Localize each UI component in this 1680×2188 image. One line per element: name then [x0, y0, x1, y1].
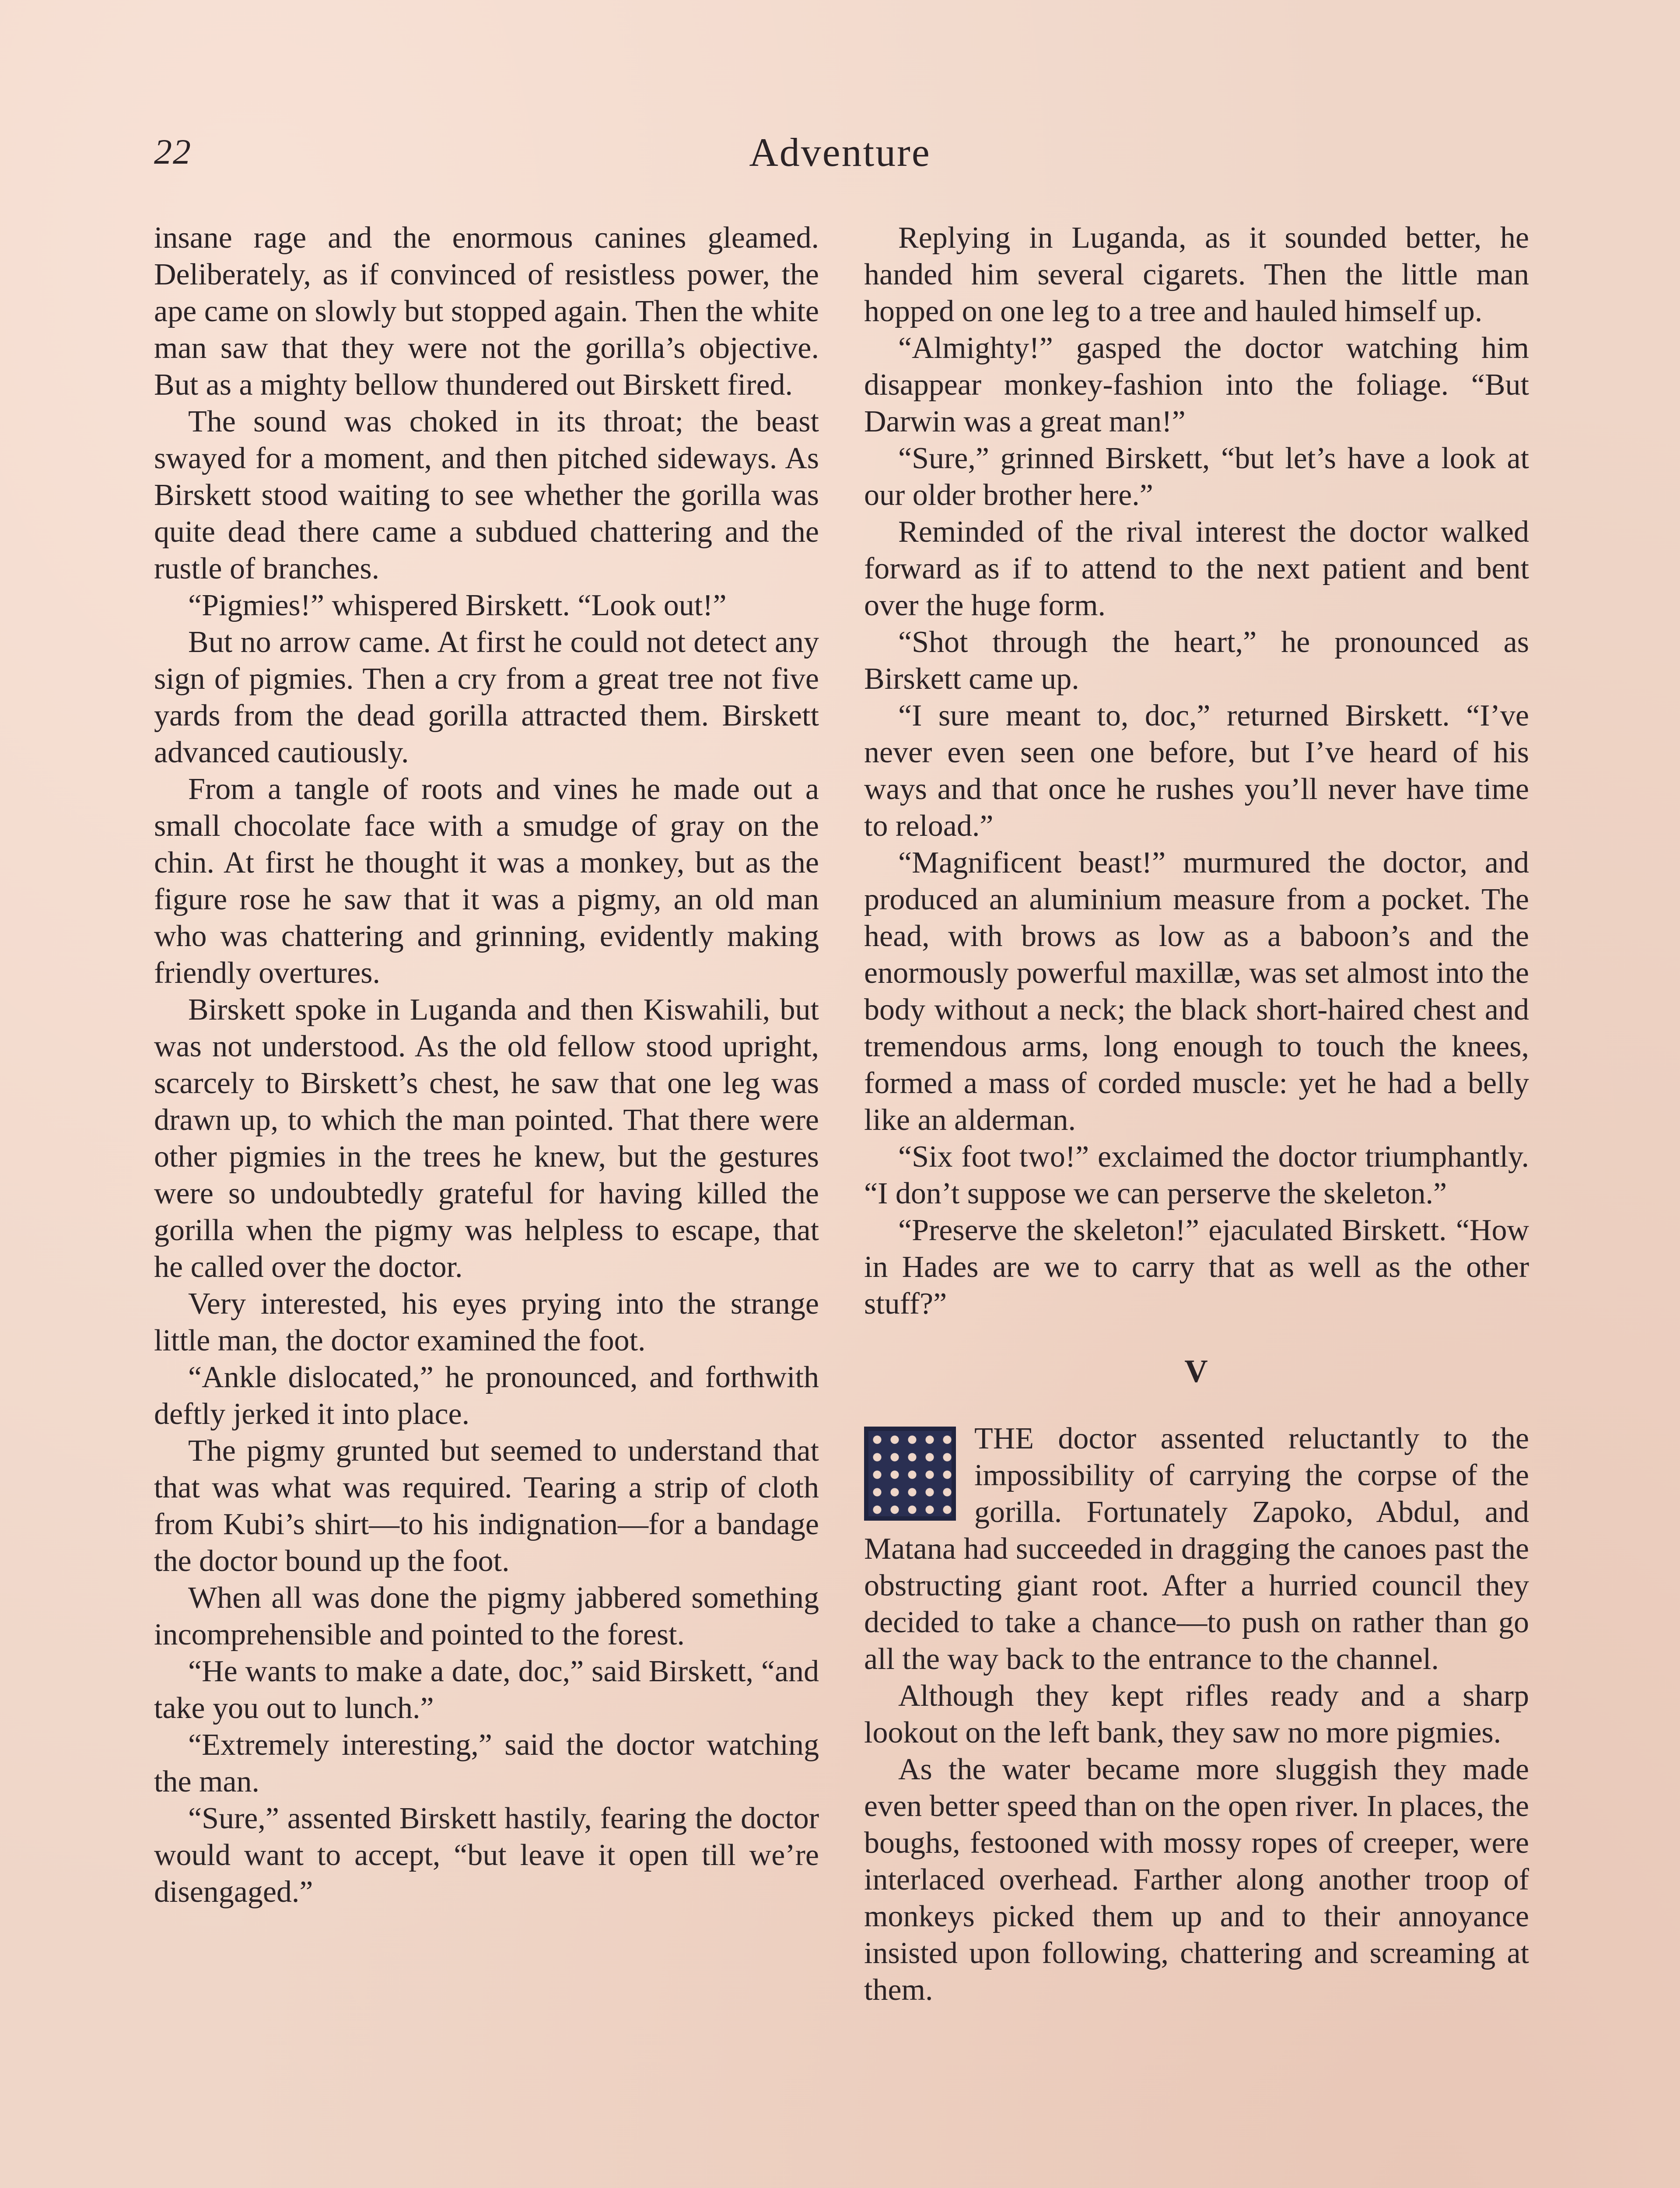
paragraph: Although they kept rifles ready and a sharp lookout on the left bank, they saw no more pigmies. — [864, 1679, 1529, 1750]
paragraph: “Preserve the skeleton!” ejaculated Birskett. “How in Hades are we to carry that as well as the other stuff?” — [864, 1213, 1529, 1321]
paragraph: The sound was choked in its throat; the beast swayed for a moment, and then pitched sideways. As Birskett stood waiting to see whether the gorilla was quite dead there came a subdued chattering and the rustle of branches. — [154, 405, 819, 586]
paragraph: “Almighty!” gasped the doctor watching him disappear monkey-fashion into the foliage. “But Darwin was a great man!” — [864, 331, 1529, 438]
paragraph: “Extremely interesting,” said the doctor watching the man. — [154, 1728, 819, 1799]
paragraph: “Ankle dislocated,” he pronounced, and forthwith deftly jerked it into place. — [154, 1360, 819, 1431]
paragraph: “He wants to make a date, doc,” said Birskett, “and take you out to lunch.” — [154, 1655, 819, 1725]
paragraph: “Pigmies!” whispered Birskett. “Look out!” — [188, 589, 727, 622]
paragraph: insane rage and the enormous canines gleamed. Deliberately, as if convinced of resistless power, the ape came on slowly but stopped again. Then the white man saw that they were not the gorilla’s objective. But as a mighty bellow thundered out Birskett fired. — [154, 221, 819, 402]
page-number: 22 — [154, 132, 192, 172]
paragraph: Very interested, his eyes prying into the strange little man, the doctor examined the foot. — [154, 1287, 819, 1357]
dropcap-paragraph-text: THE doctor assented reluctantly to the impossibility of carrying the corpse of the gorilla. Fortunately Zapoko, Abdul, and Matana had succeeded in dragging the canoes past the obstructing giant root. After a hurried council they decided to take a chance—to push on rather than go all the way back to the entrance to the channel. — [864, 1422, 1529, 1676]
paragraph: As the water became more sluggish they made even better speed than on the open river. In places, the boughs, festooned with mossy ropes of creeper, were interlaced overhead. Farther along another troop of monkeys picked them up and to their annoyance insisted upon following, chattering and screaming at them. — [864, 1753, 1529, 2007]
paragraph: The pigmy grunted but seemed to understand that that was what was required. Tearing a strip of cloth from Kubi’s shirt—to his indignation—for a bandage the doctor bound up the foot. — [154, 1434, 819, 1578]
paragraph: Replying in Luganda, as it sounded better, he handed him several cigarets. Then the little man hopped on one leg to a tree and hauled himself up. — [864, 221, 1529, 328]
paragraph: When all was done the pigmy jabbered something incomprehensible and pointed to the forest. — [154, 1581, 819, 1652]
section-heading: V — [1184, 1353, 1209, 1389]
paragraph: But no arrow came. At first he could not detect any sign of pigmies. Then a cry from a great tree not five yards from the dead gorilla attracted them. Birskett advanced cautiously. — [154, 625, 819, 769]
paragraph: “Magnificent beast!” murmured the doctor, and produced an aluminium measure from a pocket. The head, with brows as low as a baboon’s and the enormously powerful maxillæ, was set almost into the body without a neck; the black short-haired chest and tremendous arms, long enough to touch the knees, formed a mass of corded muscle: yet he had a belly like an alderman. — [864, 846, 1529, 1137]
paragraph: “Sure,” grinned Birskett, “but let’s have a look at our older brother here.” — [864, 442, 1529, 512]
right-column — [864, 220, 1529, 2009]
paragraph: Birskett spoke in Luganda and then Kiswahili, but was not understood. As the old fellow stood upright, scarcely to Birskett’s chest, he saw that one leg was drawn up, to which the man pointed. That there were other pigmies in the trees he knew, but the gestures were so undoubtedly grateful for having killed the gorilla when the pigmy was helpless to escape, that he called over the doctor. — [154, 993, 819, 1284]
paragraph: “I sure meant to, doc,” returned Birskett. “I’ve never even seen one before, but I’ve heard of his ways and that once he rushes you’ll never have time to reload.” — [864, 699, 1529, 843]
paragraph: “Sure,” assented Birskett hastily, fearing the doctor would want to accept, “but leave it open till we’re disengaged.” — [154, 1802, 819, 1909]
paragraph: Reminded of the rival interest the doctor walked forward as if to attend to the next patient and bent over the huge form. — [864, 515, 1529, 622]
paragraph: From a tangle of roots and vines he made out a small chocolate face with a smudge of gray on the chin. At first he thought it was a monkey, but as the figure rose he saw that it was a pigmy, an old man who was chattering and grinning, evidently making friendly overtures. — [154, 772, 819, 990]
paragraph: “Shot through the heart,” he pronounced as Birskett came up. — [864, 625, 1529, 696]
dropcap-paragraph — [864, 1420, 1529, 1678]
running-head: Adventure — [749, 130, 931, 175]
paragraph: “Six foot two!” exclaimed the doctor triumphantly. “I don’t suppose we can perserve the skeleton.” — [864, 1140, 1529, 1210]
ornamental-initial-icon — [864, 1427, 956, 1521]
left-column — [154, 220, 819, 1911]
